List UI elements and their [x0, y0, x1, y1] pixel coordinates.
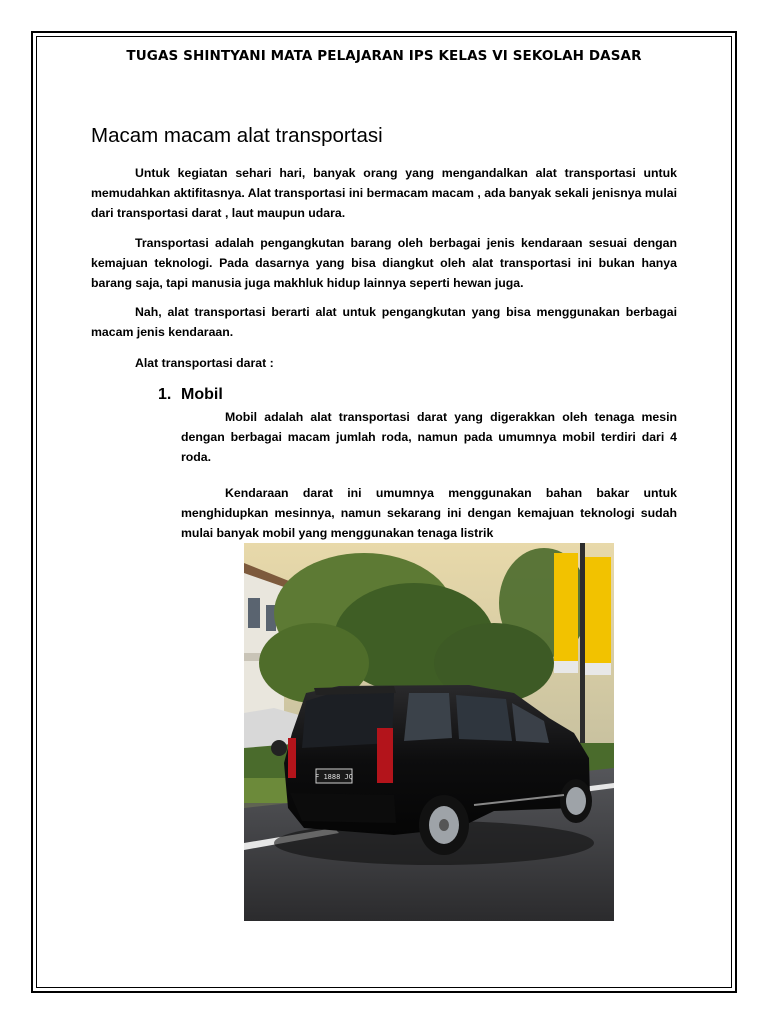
document-title: Macam macam alat transportasi [91, 124, 383, 147]
paragraph: Transportasi adalah pengangkutan barang oleh berbagai jenis kendaraan sesuai dengan kemajuan teknologi. Pada dasarnya yang bisa diangkut oleh alat transportasi ini bukan hanya barang saja, tapi manusia juga makhluk hidup lainnya seperti hewan juga. [91, 236, 677, 290]
list-item-heading [158, 386, 223, 404]
list-item-paragraph: Mobil adalah alat transportasi darat yang digerakkan oleh tenaga mesin dengan berbagai macam jumlah roda, namun pada umumnya mobil terdiri dari 4 roda. [181, 410, 677, 464]
list-heading-text: Mobil [181, 386, 223, 403]
list-item-paragraph: Kendaraan darat ini umumnya menggunakan bahan bakar untuk menghidupkan mesinnya, namun sekarang ini dengan kemajuan teknologi sudah mulai banyak mobil yang menggunakan tenaga listrik [181, 486, 677, 540]
paragraph: Nah, alat transportasi berarti alat untuk pengangkutan yang bisa menggunakan berbagai macam jenis kendaraan. [91, 305, 677, 339]
license-plate: F 1888 JQ [315, 773, 353, 781]
page-header: TUGAS SHINTYANI MATA PELAJARAN IPS KELAS VI SEKOLAH DASAR [126, 48, 642, 64]
list-number: 1. [158, 386, 172, 403]
paragraph: Untuk kegiatan sehari hari, banyak orang yang mengandalkan alat transportasi untuk memudahkan aktifitasnya. Alat transportasi ini bermacam macam , ada banyak sekali jenisnya mulai dari transportasi darat , laut maupun udara. [91, 166, 677, 220]
car-photo-illustration [244, 543, 614, 921]
section-label: Alat transportasi darat : [135, 356, 274, 370]
car-photo [244, 543, 614, 921]
